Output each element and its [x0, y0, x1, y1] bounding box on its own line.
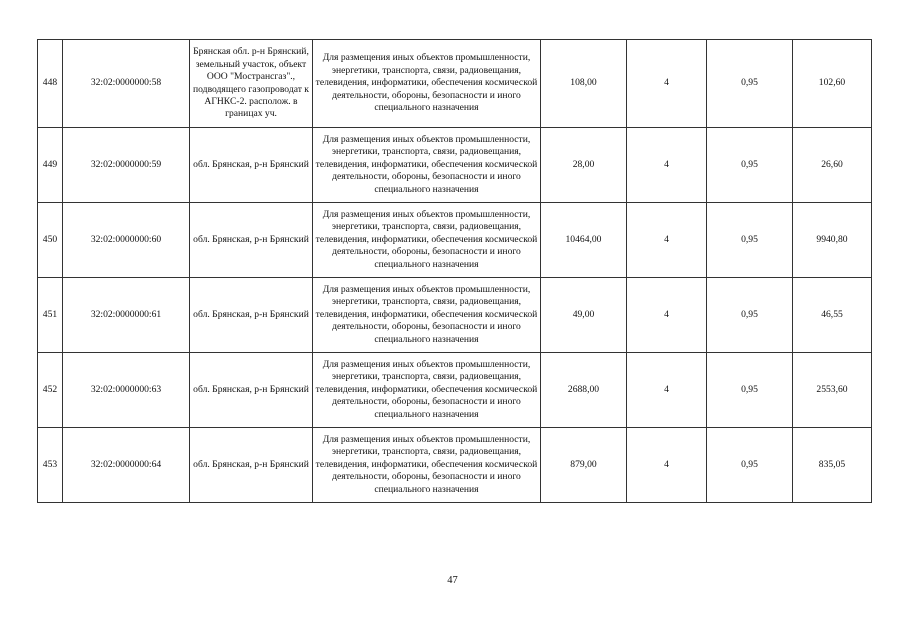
location: Брянская обл. р-н Брянский, земельный участок, объект ООО "Мострансгаз"., подводящего газопроводат к АГНКС-2. располож. в границах уч.: [190, 40, 313, 128]
cadastral-number: 32:02:0000000:61: [63, 278, 190, 353]
category: 4: [627, 278, 707, 353]
cadastral-number: 32:02:0000000:60: [63, 203, 190, 278]
location: обл. Брянская, р-н Брянский: [190, 353, 313, 428]
area: 10464,00: [541, 203, 627, 278]
table-row: [38, 40, 872, 128]
value: 9940,80: [793, 203, 872, 278]
area: 49,00: [541, 278, 627, 353]
value: 2553,60: [793, 353, 872, 428]
location: обл. Брянская, р-н Брянский: [190, 428, 313, 503]
cadastral-number: 32:02:0000000:58: [63, 40, 190, 128]
permitted-use: Для размещения иных объектов промышленности, энергетики, транспорта, связи, радиовещания, телевидения, информатики, обеспечения космической деятельности, обороны, безопасности и иного специального назначения: [313, 203, 541, 278]
area: 28,00: [541, 128, 627, 203]
coefficient: 0,95: [707, 40, 793, 128]
value: 102,60: [793, 40, 872, 128]
table-row: [38, 203, 872, 278]
coefficient: 0,95: [707, 203, 793, 278]
land-plots-table: [37, 39, 872, 503]
permitted-use: Для размещения иных объектов промышленности, энергетики, транспорта, связи, радиовещания, телевидения, информатики, обеспечения космической деятельности, обороны, безопасности и иного специального назначения: [313, 128, 541, 203]
area: 879,00: [541, 428, 627, 503]
cadastral-number: 32:02:0000000:64: [63, 428, 190, 503]
coefficient: 0,95: [707, 353, 793, 428]
row-number: 452: [38, 353, 63, 428]
area: 108,00: [541, 40, 627, 128]
category: 4: [627, 40, 707, 128]
value: 46,55: [793, 278, 872, 353]
row-number: 448: [38, 40, 63, 128]
row-number: 450: [38, 203, 63, 278]
table-row: [38, 353, 872, 428]
row-number: 451: [38, 278, 63, 353]
row-number: 449: [38, 128, 63, 203]
coefficient: 0,95: [707, 428, 793, 503]
category: 4: [627, 203, 707, 278]
permitted-use: Для размещения иных объектов промышленности, энергетики, транспорта, связи, радиовещания, телевидения, информатики, обеспечения космической деятельности, обороны, безопасности и иного специального назначения: [313, 353, 541, 428]
category: 4: [627, 128, 707, 203]
permitted-use: Для размещения иных объектов промышленности, энергетики, транспорта, связи, радиовещания, телевидения, информатики, обеспечения космической деятельности, обороны, безопасности и иного специального назначения: [313, 428, 541, 503]
location: обл. Брянская, р-н Брянский: [190, 203, 313, 278]
coefficient: 0,95: [707, 278, 793, 353]
table-row: [38, 278, 872, 353]
coefficient: 0,95: [707, 128, 793, 203]
cadastral-number: 32:02:0000000:63: [63, 353, 190, 428]
category: 4: [627, 428, 707, 503]
location: обл. Брянская, р-н Брянский: [190, 278, 313, 353]
value: 26,60: [793, 128, 872, 203]
table-row: [38, 428, 872, 503]
table-row: [38, 128, 872, 203]
page-number: 47: [447, 575, 458, 586]
area: 2688,00: [541, 353, 627, 428]
value: 835,05: [793, 428, 872, 503]
category: 4: [627, 353, 707, 428]
location: обл. Брянская, р-н Брянский: [190, 128, 313, 203]
cadastral-number: 32:02:0000000:59: [63, 128, 190, 203]
row-number: 453: [38, 428, 63, 503]
permitted-use: Для размещения иных объектов промышленности, энергетики, транспорта, связи, радиовещания, телевидения, информатики, обеспечения космической деятельности, обороны, безопасности и иного специального назначения: [313, 40, 541, 128]
permitted-use: Для размещения иных объектов промышленности, энергетики, транспорта, связи, радиовещания, телевидения, информатики, обеспечения космической деятельности, обороны, безопасности и иного специального назначения: [313, 278, 541, 353]
